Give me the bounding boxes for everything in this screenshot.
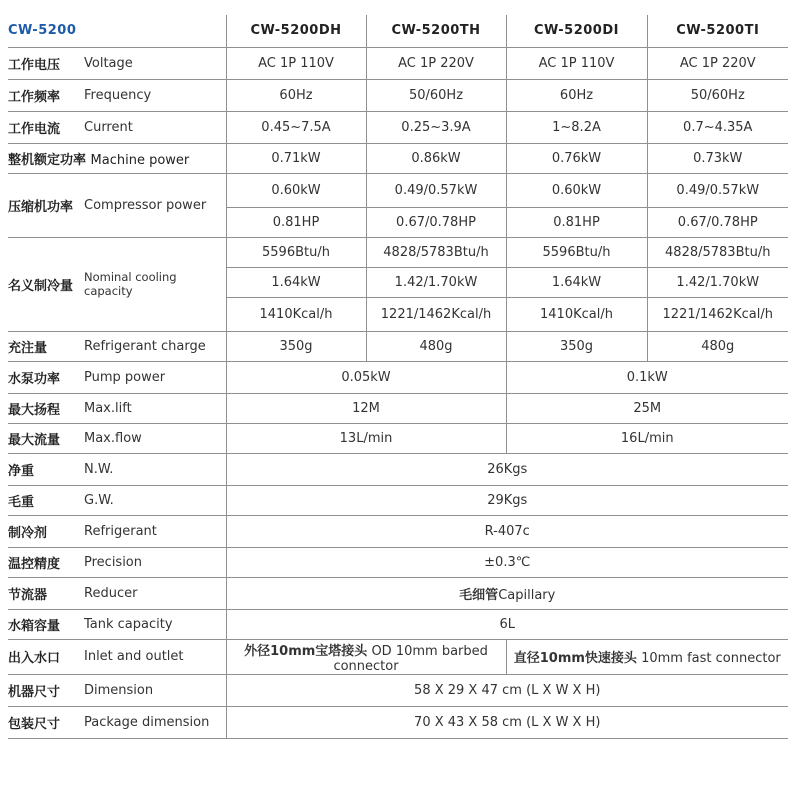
row-label-en: Precision — [84, 547, 226, 577]
table-cell: 1410Kcal/h — [506, 297, 647, 331]
table-cell: 0.86kW — [366, 143, 506, 173]
table-cell: 1221/1462Kcal/h — [366, 297, 506, 331]
table-cell: 1221/1462Kcal/h — [647, 297, 788, 331]
table-cell: 4828/5783Btu/h — [366, 237, 506, 267]
table-cell: 50/60Hz — [366, 79, 506, 111]
row-label-en: Inlet and outlet — [84, 639, 226, 674]
table-cell: 1.42/1.70kW — [366, 267, 506, 297]
table-cell: AC 1P 110V — [506, 47, 647, 79]
precision-row — [8, 547, 788, 577]
table-cell: 60Hz — [226, 79, 366, 111]
table-cell: 350g — [226, 331, 366, 361]
table-cell: 0.81HP — [226, 207, 366, 237]
row-label-en: Refrigerant charge — [84, 331, 226, 361]
row-label-cn: 温控精度 — [8, 547, 84, 577]
tank-capacity-row — [8, 609, 788, 639]
refrigerant-row — [8, 515, 788, 547]
inlet-outlet-row — [8, 639, 788, 674]
model-header: CW-5200DH — [226, 15, 366, 47]
row-label-en: Package dimension — [84, 706, 226, 738]
voltage-row — [8, 47, 788, 79]
machine-power-row — [8, 143, 788, 173]
row-label-en: Pump power — [84, 361, 226, 393]
inlet-right-cn: 直径10mm快速接头 — [513, 651, 637, 666]
gw-row — [8, 485, 788, 515]
table-cell: 5596Btu/h — [226, 237, 366, 267]
reducer-value-en: Capillary — [498, 587, 556, 603]
table-cell: 0.60kW — [226, 173, 366, 207]
row-label-en: Refrigerant — [84, 515, 226, 547]
model-header: CW-5200TH — [366, 15, 506, 47]
table-cell: AC 1P 220V — [366, 47, 506, 79]
compressor-power-row — [8, 173, 788, 207]
table-cell: 0.49/0.57kW — [647, 173, 788, 207]
row-label-en: Compressor power — [84, 173, 226, 237]
frequency-row — [8, 79, 788, 111]
table-cell: R-407c — [226, 515, 788, 547]
row-label-cn: 名义制冷量 — [8, 237, 84, 331]
table-cell: 0.73kW — [647, 143, 788, 173]
dimension-row — [8, 674, 788, 706]
row-label — [8, 143, 226, 173]
row-label-en: Max.flow — [84, 423, 226, 453]
table-cell: 60Hz — [506, 79, 647, 111]
model-header: CW-5200TI — [647, 15, 788, 47]
table-cell: AC 1P 220V — [647, 47, 788, 79]
max-flow-row — [8, 423, 788, 453]
table-cell: 1.64kW — [506, 267, 647, 297]
row-label-cn: 工作电压 — [8, 47, 84, 79]
table-cell: 25M — [506, 393, 788, 423]
table-cell: 26Kgs — [226, 453, 788, 485]
row-label-cn: 机器尺寸 — [8, 674, 84, 706]
row-label-en: N.W. — [84, 453, 226, 485]
table-cell: 0.45~7.5A — [226, 111, 366, 143]
row-label-en: Machine power — [90, 152, 190, 168]
table-cell: 1.42/1.70kW — [647, 267, 788, 297]
refrigerant-charge-row — [8, 331, 788, 361]
header-row — [8, 15, 788, 47]
table-cell: 0.49/0.57kW — [366, 173, 506, 207]
row-label-cn: 水泵功率 — [8, 361, 84, 393]
table-cell: 16L/min — [506, 423, 788, 453]
row-label-cn: 毛重 — [8, 485, 84, 515]
row-label-en: Dimension — [84, 674, 226, 706]
cooling-capacity-row — [8, 237, 788, 267]
row-label-cn: 水箱容量 — [8, 609, 84, 639]
table-cell: 0.76kW — [506, 143, 647, 173]
table-cell: 0.67/0.78HP — [647, 207, 788, 237]
table-cell — [226, 577, 788, 609]
package-dimension-row — [8, 706, 788, 738]
row-label-cn: 出入水口 — [8, 639, 84, 674]
table-cell: 12M — [226, 393, 506, 423]
table-cell: 1.64kW — [226, 267, 366, 297]
row-label-cn: 包装尺寸 — [8, 706, 84, 738]
max-lift-row — [8, 393, 788, 423]
pump-power-row — [8, 361, 788, 393]
table-cell: 0.71kW — [226, 143, 366, 173]
row-label-cn: 工作电流 — [8, 111, 84, 143]
row-label-cn: 最大流量 — [8, 423, 84, 453]
table-cell: 1410Kcal/h — [226, 297, 366, 331]
row-label-en: Max.lift — [84, 393, 226, 423]
table-cell: 480g — [647, 331, 788, 361]
row-label-en: G.W. — [84, 485, 226, 515]
table-cell: 29Kgs — [226, 485, 788, 515]
table-cell: 0.67/0.78HP — [366, 207, 506, 237]
row-label-cn: 充注量 — [8, 331, 84, 361]
table-cell: 1~8.2A — [506, 111, 647, 143]
row-label-cn: 最大扬程 — [8, 393, 84, 423]
row-label-cn: 工作频率 — [8, 79, 84, 111]
row-label-en: Nominal cooling capacity — [84, 237, 226, 331]
table-cell: AC 1P 110V — [226, 47, 366, 79]
table-cell: 6L — [226, 609, 788, 639]
table-cell: 13L/min — [226, 423, 506, 453]
table-cell: 0.25~3.9A — [366, 111, 506, 143]
row-label-en: Voltage — [84, 47, 226, 79]
reducer-value-cn: 毛细管 — [459, 587, 499, 603]
spec-table — [8, 15, 788, 739]
row-label-cn: 压缩机功率 — [8, 173, 84, 237]
row-label-cn: 净重 — [8, 453, 84, 485]
table-cell: 0.60kW — [506, 173, 647, 207]
inlet-left-en: OD 10mm barbed connector — [333, 643, 488, 674]
row-label-en: Tank capacity — [84, 609, 226, 639]
table-cell: 0.81HP — [506, 207, 647, 237]
inlet-left-cn: 外径10mm宝塔接头 — [244, 643, 368, 659]
table-cell: 58 X 29 X 47 cm (L X W X H) — [226, 674, 788, 706]
table-cell: 0.7~4.35A — [647, 111, 788, 143]
row-label-en: Frequency — [84, 79, 226, 111]
inlet-right-en: 10mm fast connector — [641, 651, 781, 666]
model-header: CW-5200DI — [506, 15, 647, 47]
reducer-row — [8, 577, 788, 609]
table-cell: 50/60Hz — [647, 79, 788, 111]
table-cell: ±0.3℃ — [226, 547, 788, 577]
row-label-en: Reducer — [84, 577, 226, 609]
table-title: CW-5200 — [8, 15, 226, 47]
table-cell: 70 X 43 X 58 cm (L X W X H) — [226, 706, 788, 738]
row-label-cn: 制冷剂 — [8, 515, 84, 547]
row-label-cn: 整机额定功率 — [8, 152, 87, 168]
table-cell: 4828/5783Btu/h — [647, 237, 788, 267]
current-row — [8, 111, 788, 143]
table-cell: 0.1kW — [506, 361, 788, 393]
row-label-cn: 节流器 — [8, 577, 84, 609]
table-cell: 350g — [506, 331, 647, 361]
table-cell — [226, 639, 506, 674]
table-cell — [506, 639, 788, 674]
table-cell: 480g — [366, 331, 506, 361]
row-label-en: Current — [84, 111, 226, 143]
nw-row — [8, 453, 788, 485]
table-cell: 0.05kW — [226, 361, 506, 393]
table-cell: 5596Btu/h — [506, 237, 647, 267]
